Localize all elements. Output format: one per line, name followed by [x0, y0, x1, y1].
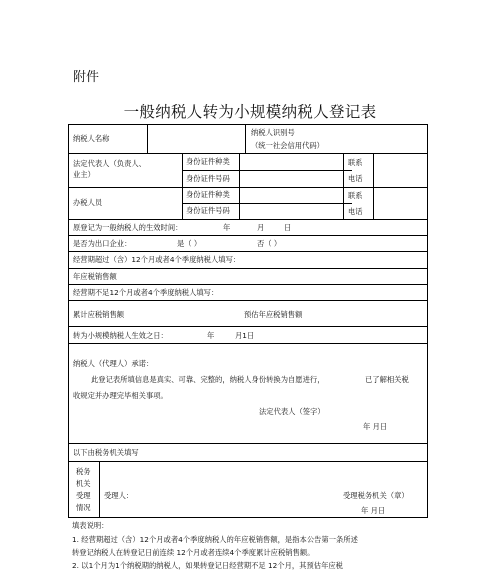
- row-divider: [69, 326, 427, 327]
- tax-officer-contact-label: 联系: [348, 191, 363, 200]
- col-divider: [99, 461, 100, 517]
- legal-rep-id-type-label: 身份证件种类: [186, 157, 230, 166]
- promise-line1-end: 已了解相关税: [365, 375, 409, 384]
- receiver-label: 受理人：: [104, 491, 134, 500]
- annual-sales-label: 年应税销售额: [73, 272, 117, 281]
- col-divider: [182, 153, 183, 219]
- tax-officer-id-number-label: 身份证件号码: [186, 206, 230, 215]
- export-yes: 是（ ）: [177, 239, 202, 248]
- tax-authority-vertical-4: 情况: [76, 503, 91, 512]
- switch-date-label: 转为小规模纳税人生效之日：: [73, 331, 168, 340]
- col-divider: [245, 125, 246, 153]
- row-divider: [69, 300, 427, 301]
- attachment-label: 附件: [73, 70, 100, 85]
- tax-authority-section-label: 以下由税务机关填写: [73, 448, 139, 457]
- row-divider: [69, 219, 427, 220]
- promise-date: 年 月日: [363, 422, 388, 431]
- notes-heading: 填表说明：: [72, 521, 109, 530]
- under12-label: 经营期不足12个月或者4个季度纳税人填写：: [73, 288, 219, 297]
- effective-time-label: 原登记为一般纳税人的生效时间：: [73, 223, 183, 232]
- legal-signature-label: 法定代表人（签字）: [259, 407, 325, 416]
- taxpayer-name-label: 纳税人名称: [73, 134, 110, 143]
- cumulative-sales-label: 累计应税销售额: [73, 310, 125, 319]
- tax-officer-id-type-label: 身份证件种类: [186, 190, 230, 199]
- col-divider: [343, 153, 344, 219]
- legal-rep-contact-label: 联系: [348, 158, 363, 167]
- row-divider: [69, 284, 427, 285]
- row-divider: [182, 203, 352, 204]
- registration-form-table: [68, 124, 428, 518]
- switch-month-day: 月1日: [235, 331, 255, 340]
- legal-rep-id-number-label: 身份证件号码: [186, 174, 230, 183]
- receiving-date: 年 月日: [361, 506, 386, 515]
- tax-officer-phone-label: 电话: [348, 207, 363, 216]
- tax-authority-vertical-3: 受理: [76, 491, 91, 500]
- export-label: 是否为出口企业：: [73, 239, 132, 248]
- promise-title: 纳税人（代理人）承诺：: [73, 359, 154, 368]
- row-divider: [69, 343, 427, 344]
- col-divider: [239, 153, 240, 219]
- promise-line1: 此登记表所填信息是真实、可靠、完整的，纳税人身份转换为自愿进行，: [91, 375, 325, 384]
- row-divider: [69, 251, 427, 252]
- over12-label: 经营期超过（含）12个月或者4个季度纳税人填写：: [73, 255, 241, 264]
- tax-authority-vertical-2: 机关: [76, 479, 91, 488]
- row-divider: [182, 170, 352, 171]
- credit-code-label: （统一社会信用代码）: [251, 141, 324, 150]
- taxpayer-id-label: 纳税人识别号: [251, 128, 295, 137]
- row-divider: [69, 268, 427, 269]
- notes-line-1: 1. 经营期超过（含）12个月或者4个季度纳税人的年应税销售额，是指本公告第一条所述: [72, 535, 358, 544]
- legal-rep-label: 法定代表人（负责人、业主）: [73, 159, 146, 179]
- estimated-sales-label: 预估年应税销售额: [244, 310, 303, 319]
- legal-rep-phone-label: 电话: [348, 174, 363, 183]
- receiving-office-label: 受理税务机关（章）: [343, 491, 409, 500]
- promise-line2: 收规定并办理完毕相关事项。: [73, 391, 168, 400]
- export-no: 否（ ）: [257, 239, 282, 248]
- col-divider: [147, 125, 148, 153]
- notes-line-2: 转登记纳税人在转登记日前连续 12个月或者连续4个季度累计应税销售额。: [72, 548, 315, 557]
- effective-day: 日: [284, 223, 292, 232]
- form-title: 一般纳税人转为小规模纳税人登记表: [123, 103, 377, 121]
- switch-year: 年: [207, 331, 215, 340]
- col-divider: [373, 153, 374, 219]
- row-divider: [69, 443, 427, 444]
- effective-month: 月: [257, 223, 265, 232]
- row-divider: [69, 461, 427, 462]
- tax-authority-vertical-1: 税务: [76, 467, 91, 476]
- row-divider: [69, 235, 427, 236]
- effective-year: 年: [223, 223, 231, 232]
- tax-officer-label: 办税人员: [73, 198, 103, 207]
- notes-line-3: 2. 以1个月为1个纳税期的纳税人，如果转登记日经营期不足 12个月，其预估年应税: [72, 561, 343, 570]
